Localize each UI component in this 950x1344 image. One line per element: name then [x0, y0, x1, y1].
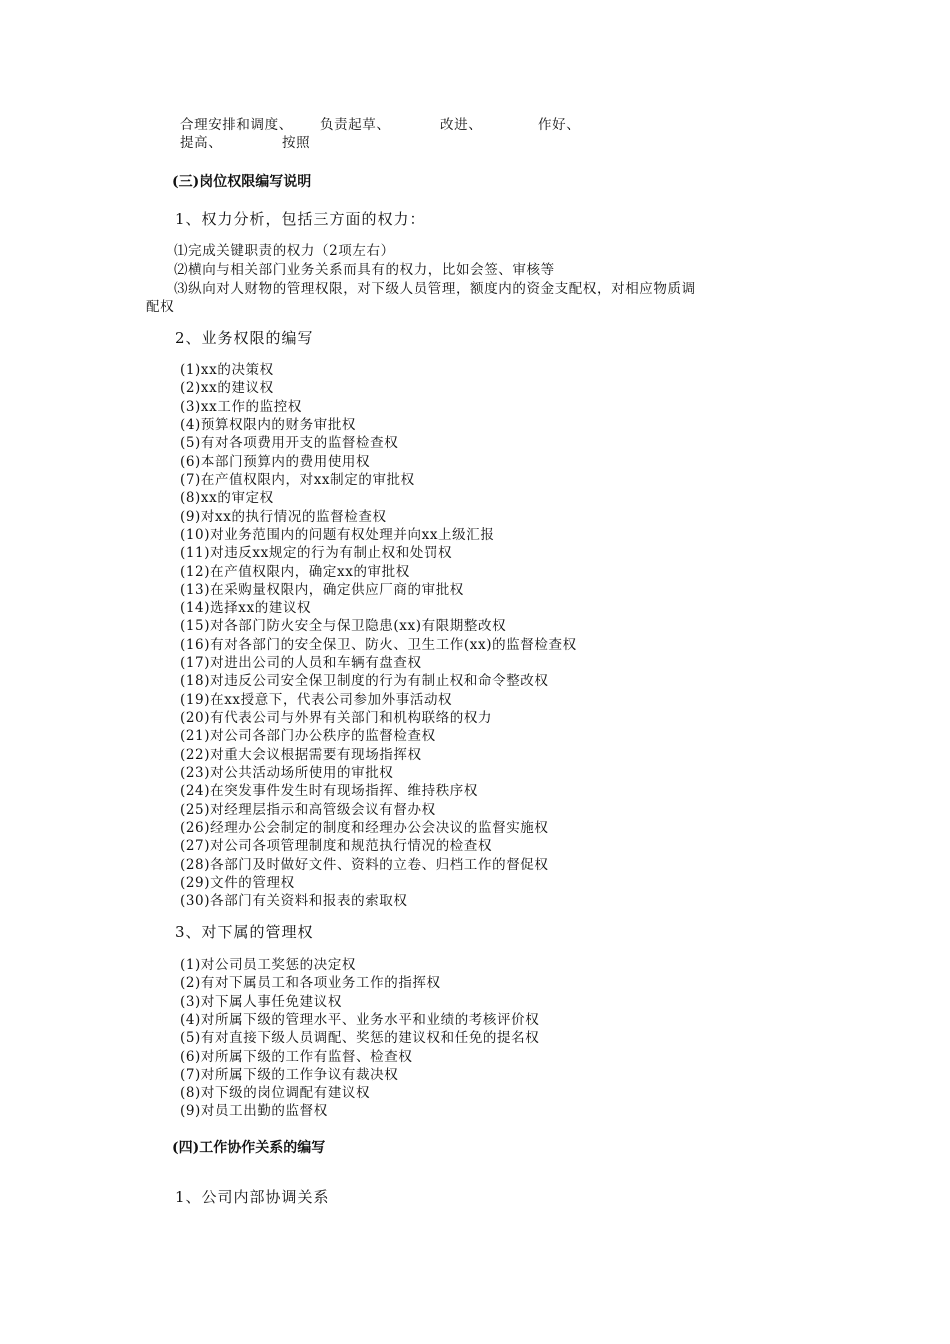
list-item: (4)预算权限内的财务审批权	[180, 416, 357, 433]
list-item: (2)xx的建议权	[180, 380, 274, 397]
intro-fragment: 作好、	[538, 117, 581, 133]
subsection-title: 2、业务权限的编写	[175, 329, 314, 347]
intro-fragment: 合理安排和调度、	[180, 117, 293, 133]
list-item: (15)对各部门防火安全与保卫隐患(xx)有限期整改权	[180, 618, 507, 635]
list-item: (1)对公司员工奖惩的决定权	[180, 957, 357, 973]
list-item-continuation: 配权	[146, 299, 175, 315]
list-item: (29)文件的管理权	[180, 874, 295, 891]
list-item: (8)xx的审定权	[180, 490, 274, 507]
list-item: (8)对下级的岗位调配有建议权	[180, 1085, 371, 1102]
intro-fragment: 提高、	[180, 135, 223, 151]
subsection-title: 3、对下属的管理权	[175, 923, 314, 941]
intro-fragment: 改进、	[440, 117, 483, 133]
list-item: (7)在产值权限内，对xx制定的审批权	[180, 471, 415, 488]
list-item: (25)对经理层指示和高管级会议有督办权	[180, 801, 436, 818]
list-item: (19)在xx授意下，代表公司参加外事活动权	[180, 691, 453, 708]
list-item: (2)有对下属员工和各项业务工作的指挥权	[180, 975, 441, 992]
list-item: (14)选择xx的建议权	[180, 600, 312, 617]
list-item: (21)对公司各部门办公秩序的监督检查权	[180, 728, 436, 745]
list-item: (27)对公司各项管理制度和规范执行情况的检查权	[180, 838, 493, 855]
subsection-title: 1、公司内部协调关系	[175, 1188, 330, 1206]
list-item: (4)对所属下级的管理水平、业务水平和业绩的考核评价权	[180, 1011, 540, 1028]
list-item: (9)对员工出勤的监督权	[180, 1103, 328, 1120]
list-item: (5)有对直接下级人员调配、奖惩的建议权和任免的提名权	[180, 1030, 540, 1047]
list-item: (17)对进出公司的人员和车辆有盘查权	[180, 655, 422, 672]
list-item: (20)有代表公司与外界有关部门和机构联络的权力	[180, 710, 493, 727]
list-item: ⑵横向与相关部门业务关系而具有的权力，比如会签、审核等	[174, 262, 555, 278]
list-item: (7)对所属下级的工作争议有裁决权	[180, 1066, 399, 1083]
list-item: (22)对重大会议根据需要有现场指挥权	[180, 746, 422, 763]
list-item: (13)在采购量权限内，确定供应厂商的审批权	[180, 581, 464, 598]
list-item: (3)xx工作的监控权	[180, 398, 302, 415]
list-item: (10)对业务范围内的问题有权处理并向xx上级汇报	[180, 526, 495, 543]
list-item: (5)有对各项费用开支的监督检查权	[180, 435, 399, 452]
intro-fragment: 按照	[282, 135, 311, 151]
list-item: (16)有对各部门的安全保卫、防火、卫生工作(xx)的监督检查权	[180, 636, 577, 653]
section-heading: (四)工作协作关系的编写	[172, 1140, 326, 1156]
list-item: (3)对下属人事任免建议权	[180, 993, 342, 1010]
intro-fragment: 负责起草、	[320, 117, 391, 133]
list-item: ⑶纵向对人财物的管理权限，对下级人员管理，额度内的资金支配权，对相应物质调	[174, 281, 696, 297]
list-item: (30)各部门有关资料和报表的索取权	[180, 893, 408, 910]
list-item: (18)对违反公司安全保卫制度的行为有制止权和命令整改权	[180, 673, 549, 690]
list-item: (23)对公共活动场所使用的审批权	[180, 765, 394, 782]
subsection-title: 1、权力分析，包括三方面的权力：	[175, 210, 426, 228]
list-item: (6)对所属下级的工作有监督、检查权	[180, 1048, 413, 1065]
list-item: ⑴完成关键职责的权力（2项左右）	[174, 243, 395, 259]
list-item: (28)各部门及时做好文件、资料的立卷、归档工作的督促权	[180, 856, 549, 873]
list-item: (11)对违反xx规定的行为有制止权和处罚权	[180, 545, 453, 562]
section-heading: (三)岗位权限编写说明	[172, 174, 312, 190]
list-item: (1)xx的决策权	[180, 362, 274, 378]
list-item: (12)在产值权限内，确定xx的审批权	[180, 563, 410, 580]
list-item: (24)在突发事件发生时有现场指挥、维持秩序权	[180, 783, 479, 800]
list-item: (26)经理办公会制定的制度和经理办公会决议的监督实施权	[180, 820, 549, 836]
list-item: (9)对xx的执行情况的监督检查权	[180, 508, 387, 525]
list-item: (6)本部门预算内的费用使用权	[180, 453, 371, 470]
